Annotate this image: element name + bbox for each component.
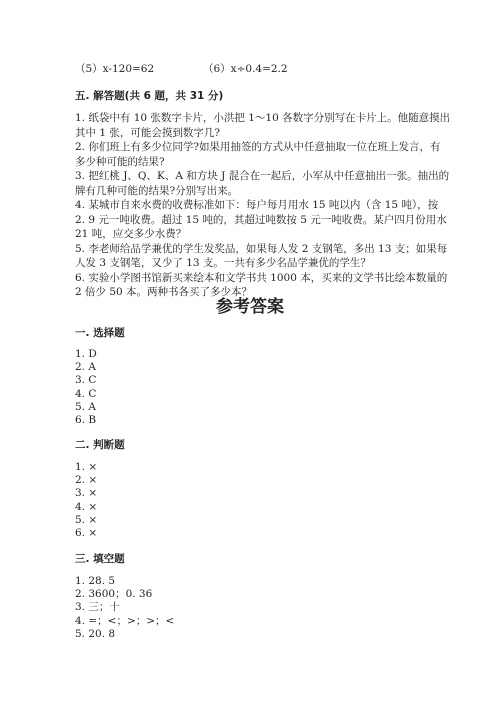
question-line: 2 倍少 50 本。两种书各买了多少本？ [75,286,253,298]
answer-item: 1. 28. 5 [75,575,116,587]
question-line: 1. 纸袋中有 10 张数字卡片，小洪把 1～10 各数字分别写在卡片上。他随意摸出 [75,112,451,124]
answer-item: 6. B [75,413,97,426]
judge-section-title: 二. 判断题 [75,439,125,451]
answer-item: 5. × [75,513,98,526]
question-line: 2. 你们班上有多少位同学?如果用抽签的方式从中任意抽取一位在班上发言，有 [75,141,441,153]
fill-answer-list [75,575,174,641]
answer-item: 1. D [75,348,97,360]
question-line: 6. 实验小学图书馆新买来绘本和文学书共 1000 本，买来的文学书比绘本数量的 [75,271,448,284]
judge-answer-list [75,461,97,540]
answer-item: 4. × [75,500,98,513]
answer-item: 5. 20. 8 [75,627,116,640]
answer-item: 1. × [75,461,98,473]
section-5-title: 五. 解答题(共 6 题，共 31 分) [75,90,224,102]
answer-item: 3. C [75,374,97,387]
answer-item: 4. =；<；>；>；< [75,614,175,627]
question-line: 多少种可能的结果? [75,155,165,168]
choice-answer-list [75,348,97,427]
answer-item: 2. 3600；0. 36 [75,588,153,601]
choice-section-title: 一. 选择题 [75,327,125,339]
answer-item: 2. A [75,361,96,374]
section-5-questions [75,111,451,300]
answer-item: 6. × [75,526,98,539]
question-line: 人发 3 支钢笔，又少了 13 支。一共有多少名品学兼优的学生？ [75,257,371,269]
answer-item: 2. × [75,474,98,487]
answer-item: 3. 三；十 [75,601,120,614]
question-line: 4. 某城市自来水费的收费标准如下：每户每月用水 15 吨以内（含 15 吨），按 [75,199,439,211]
question-line: 5. 李老师给品学兼优的学生发奖品，如果每人发 2 支钢笔，多出 13 支；如果每 [75,242,448,255]
answer-item: 4. C [75,387,97,400]
question-line: 21 吨，应交多少水费？ [75,228,187,240]
answer-item: 3. × [75,487,98,500]
answer-item: 5. A [75,400,96,413]
question-line: 3. 把红桃 J、Q、K、A 和方块 J 混合在一起后，小军从中任意抽出一张。抽出的 [75,170,450,182]
answers-heading: 参考答案 [216,297,284,317]
fill-section-title: 三. 填空题 [75,553,125,565]
question-line: 牌有几种可能的结果?分别写出来。 [75,184,239,197]
equation-5: （5）x-120=62 [75,63,155,75]
question-line: 2. 9 元一吨收费。超过 15 吨的，其超过吨数按 5 元一吨收费。某户四月份用水 [75,213,447,226]
question-line: 其中 1 张，可能会摸到数字几? [75,126,220,139]
equation-6: （6）x÷0.4=2.2 [203,63,288,75]
